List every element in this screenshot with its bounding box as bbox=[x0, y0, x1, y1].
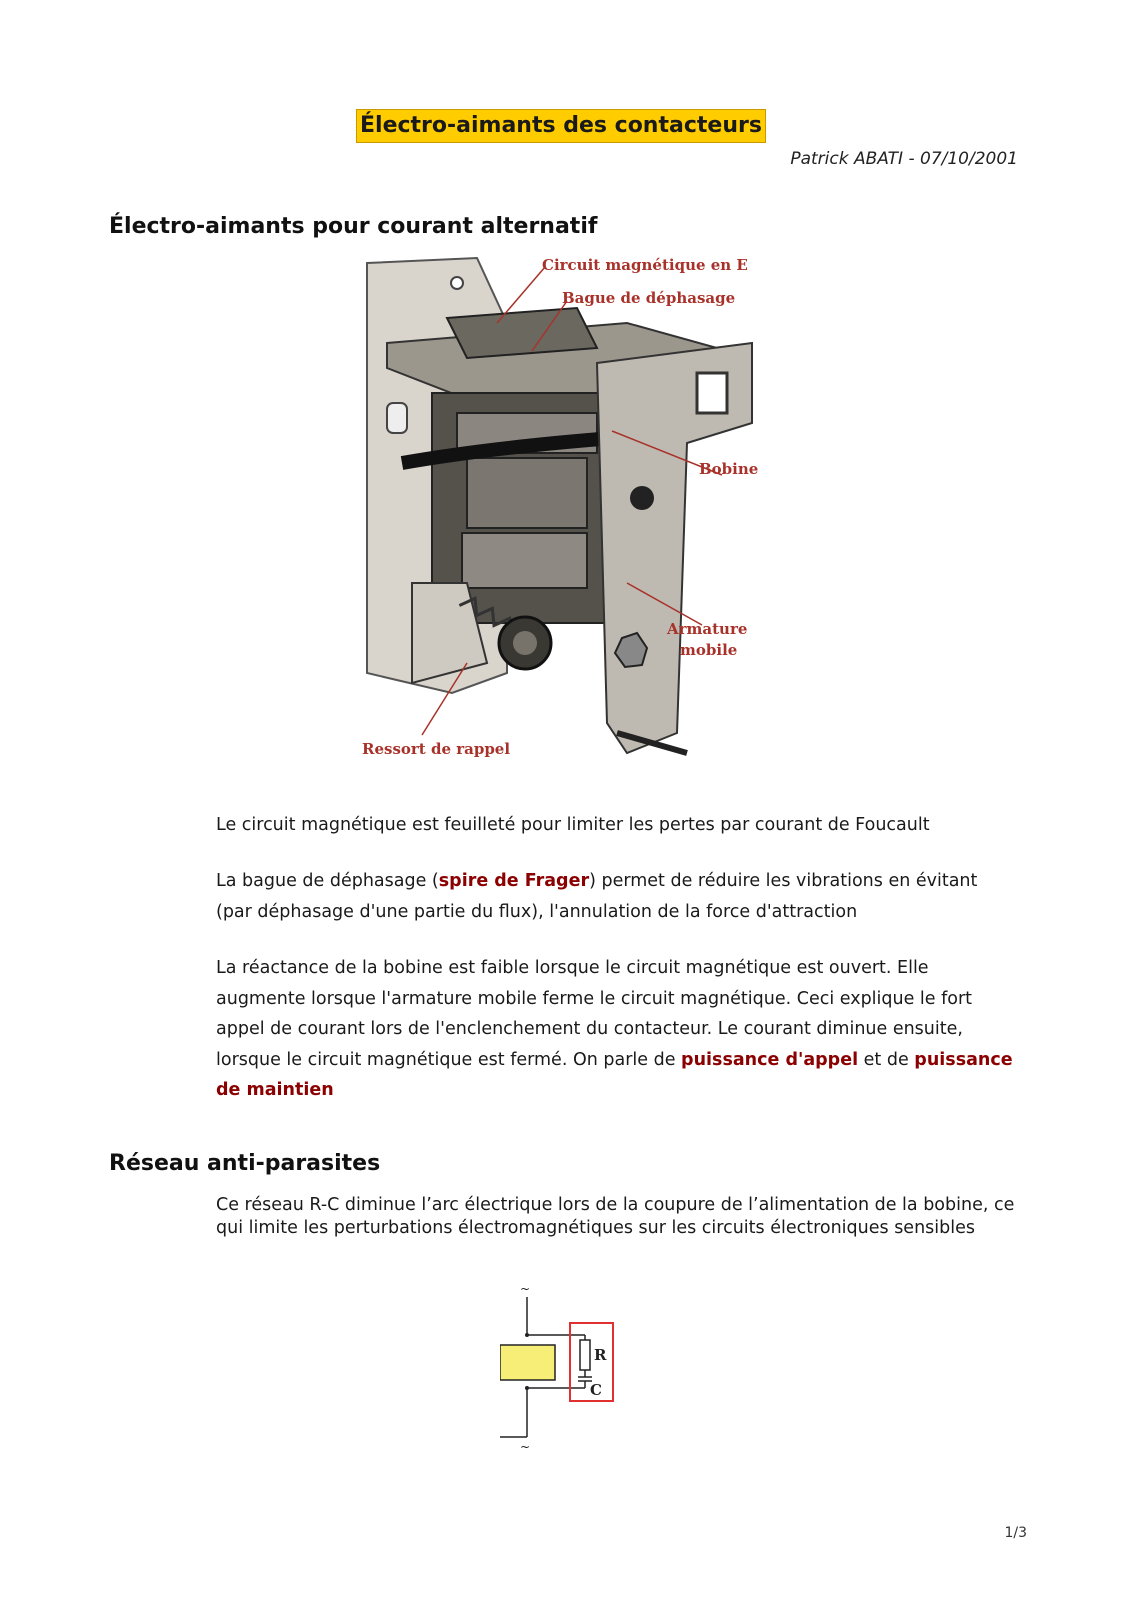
term-puissance-maintien: puissance de maintien bbox=[216, 1049, 1013, 1100]
logo-icon bbox=[630, 486, 654, 510]
label-ressort: Ressort de rappel bbox=[362, 740, 511, 758]
label-bobine: Bobine bbox=[699, 460, 759, 478]
section-heading-ac: Électro-aimants pour courant alternatif bbox=[109, 214, 598, 239]
label-c: C bbox=[590, 1381, 602, 1399]
author-date: Patrick ABATI - 07/10/2001 bbox=[790, 149, 1018, 169]
resistor-icon bbox=[580, 1340, 590, 1370]
label-armature-2: mobile bbox=[680, 641, 738, 659]
label-armature-1: Armature bbox=[667, 620, 748, 638]
label-circuit: Circuit magnétique en E bbox=[542, 256, 748, 274]
paragraph-bague: La bague de déphasage (spire de Frager) permet de réduire les vibrations en évitant (par déphasage d'une partie du flux), l'annulation de la force d'attraction bbox=[216, 871, 978, 922]
paragraph-rc: Ce réseau R-C diminue l’arc électrique lors de la coupure de l’alimentation de la bobine, ce qui limite les perturbations électromagnétiques sur les circuits électroniques sensibles bbox=[216, 1195, 1015, 1238]
term-puissance-appel: puissance d'appel bbox=[681, 1049, 859, 1070]
hole-icon bbox=[451, 277, 463, 289]
page-title: Électro-aimants des contacteurs bbox=[356, 109, 766, 143]
ac-symbol-bottom: ~ bbox=[520, 1440, 531, 1454]
rc-circuit-diagram bbox=[500, 1285, 640, 1455]
ac-symbol-top: ~ bbox=[520, 1285, 531, 1296]
section-heading-rc: Réseau anti-parasites bbox=[109, 1151, 381, 1176]
electromagnet-figure bbox=[357, 253, 782, 783]
term-spire-frager: spire de Frager bbox=[438, 871, 590, 891]
label-bague: Bague de déphasage bbox=[562, 289, 736, 307]
coil-icon bbox=[500, 1345, 555, 1380]
page-number: 1/3 bbox=[1004, 1525, 1027, 1541]
paragraph-reactance: La réactance de la bobine est faible lorsque le circuit magnétique est ouvert. Elle augmente lorsque l'armature mobile ferme le circuit magnétique. Ceci explique le fort appel de courant lors de l'enclenchement du contacteur. Le courant diminue ensuite, lorsque le circuit magnétique est fermé. On parle de puissance d'appel et de puissance de maintien bbox=[216, 958, 1013, 1100]
label-r: R bbox=[594, 1346, 607, 1364]
paragraph-feuillete: Le circuit magnétique est feuilleté pour limiter les pertes par courant de Foucault bbox=[216, 815, 930, 835]
